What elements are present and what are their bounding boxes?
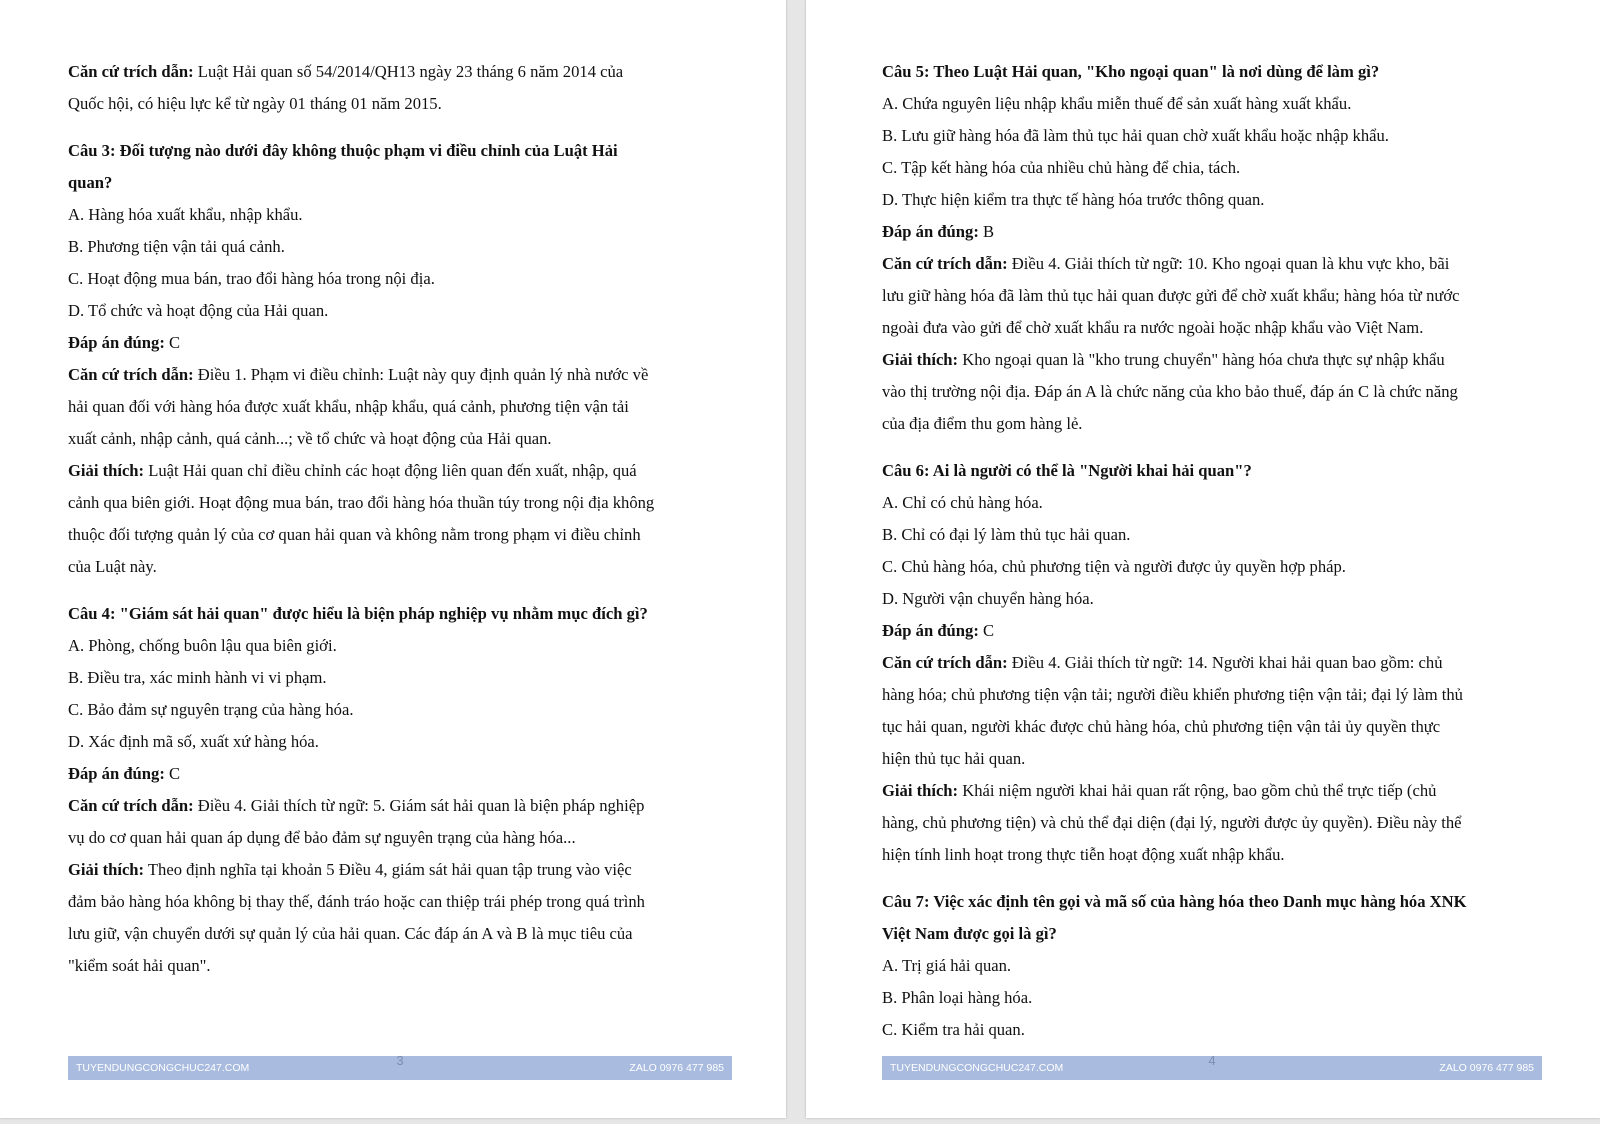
question-6-option-c: C. Chủ hàng hóa, chủ phương tiện và người được ủy quyền hợp pháp. (882, 557, 1346, 576)
question-3-basis-line: hải quan đối với hàng hóa được xuất khẩu, nhập khẩu, quá cảnh, phương tiện vận tải (68, 397, 629, 416)
answer-value: B (978, 222, 995, 241)
question-5-explanation-line: của địa điểm thu gom hàng lẻ. (882, 414, 1083, 433)
question-5-explanation (882, 344, 1587, 376)
question-4-explanation-line: "kiểm soát hải quan". (68, 956, 211, 975)
question-6-basis-line: hiện thủ tục hải quan. (882, 749, 1026, 768)
question-6-basis-line: hàng hóa; chủ phương tiện vận tải; người điều khiển phương tiện vận tải; đại lý làm thủ (882, 685, 1463, 704)
explanation-label: Giải thích: (882, 350, 959, 369)
question-6-explanation-line: hiện tính linh hoạt trong thực tiễn hoạt động xuất nhập khẩu. (882, 845, 1285, 864)
basis-text: Điều 4. Giải thích từ ngữ: 5. Giám sát hải quan là biện pháp nghiệp (193, 796, 645, 815)
basis-text: Điều 1. Phạm vi điều chỉnh: Luật này quy định quản lý nhà nước về (193, 365, 649, 384)
basis-text: Điều 4. Giải thích từ ngữ: 10. Kho ngoại quan là khu vực kho, bãi (1007, 254, 1450, 273)
question-3-answer (68, 327, 728, 359)
basis-text: Điều 4. Giải thích từ ngữ: 14. Người khai hải quan bao gồm: chủ (1007, 653, 1443, 672)
question-6-basis (882, 647, 1587, 679)
footer-site: TUYENDUNGCONGCHUC247.COM (76, 1062, 250, 1074)
page-number: 4 (1208, 1053, 1216, 1068)
question-6-answer (882, 615, 1587, 647)
explanation-text: Luật Hải quan chỉ điều chỉnh các hoạt động liên quan đến xuất, nhập, quá (144, 461, 637, 480)
page-content (882, 56, 1587, 1046)
question-4-option-a: A. Phòng, chống buôn lậu qua biên giới. (68, 636, 337, 655)
question-4-explanation-line: lưu giữ, vận chuyển dưới sự quản lý của hải quan. Các đáp án A và B là mục tiêu của (68, 924, 633, 943)
question-6-title: Câu 6: Ai là người có thể là "Người khai hải quan"? (882, 461, 1252, 480)
question-5-explanation-line: vào thị trường nội địa. Đáp án A là chức năng của kho bảo thuế, đáp án C là chức năng (882, 382, 1458, 401)
footer-zalo: ZALO 0976 477 985 (629, 1062, 724, 1074)
basis-label: Căn cứ trích dẫn: (68, 365, 194, 384)
question-6-option-d: D. Người vận chuyển hàng hóa. (882, 589, 1094, 608)
question-3-basis-line: xuất cảnh, nhập cảnh, quá cảnh...; về tổ chức và hoạt động của Hải quan. (68, 429, 552, 448)
page-content (68, 56, 728, 982)
question-3-explanation-line: của Luật này. (68, 557, 157, 576)
question-3-explanation-line: thuộc đối tượng quản lý của cơ quan hải quan và không nằm trong phạm vi điều chỉnh (68, 525, 641, 544)
page-footer (68, 1053, 732, 1080)
answer-label: Đáp án đúng: (68, 333, 165, 352)
question-7-option-b: B. Phân loại hàng hóa. (882, 988, 1033, 1007)
page-footer (882, 1053, 1542, 1080)
question-3-option-d: D. Tổ chức và hoạt động của Hải quan. (68, 301, 329, 320)
question-3-option-a: A. Hàng hóa xuất khẩu, nhập khẩu. (68, 205, 303, 224)
footer-site: TUYENDUNGCONGCHUC247.COM (890, 1062, 1064, 1074)
intro-basis-line: Quốc hội, có hiệu lực kể từ ngày 01 tháng 01 năm 2015. (68, 94, 442, 113)
question-3-explanation (68, 455, 728, 487)
question-4-option-d: D. Xác định mã số, xuất xứ hàng hóa. (68, 732, 319, 751)
basis-label: Căn cứ trích dẫn: (882, 653, 1008, 672)
intro-basis-label: Căn cứ trích dẫn: (68, 62, 194, 81)
question-4-title: Câu 4: "Giám sát hải quan" được hiểu là biện pháp nghiệp vụ nhằm mục đích gì? (68, 604, 648, 623)
question-4-explanation (68, 854, 728, 886)
question-3-explanation-line: cảnh qua biên giới. Hoạt động mua bán, trao đổi hàng hóa thuần túy trong nội địa không (68, 493, 655, 512)
question-5-answer (882, 216, 1587, 248)
question-3-title-cont: quan? (68, 173, 113, 192)
answer-value: C (164, 764, 181, 783)
intro-basis-text: Luật Hải quan số 54/2014/QH13 ngày 23 tháng 6 năm 2014 của (193, 62, 624, 81)
question-4-basis-line: vụ do cơ quan hải quan áp dụng để bảo đảm sự nguyên trạng của hàng hóa... (68, 828, 576, 847)
answer-value: C (164, 333, 181, 352)
explanation-text: Theo định nghĩa tại khoản 5 Điều 4, giám sát hải quan tập trung vào việc (144, 860, 632, 879)
question-5-option-b: B. Lưu giữ hàng hóa đã làm thủ tục hải quan chờ xuất khẩu hoặc nhập khẩu. (882, 126, 1389, 145)
question-4-option-b: B. Điều tra, xác minh hành vi vi phạm. (68, 668, 327, 687)
intro-basis (68, 56, 728, 88)
document-page-4 (806, 0, 1600, 1118)
question-7-option-c: C. Kiểm tra hải quan. (882, 1020, 1025, 1039)
question-5-option-d: D. Thực hiện kiểm tra thực tế hàng hóa trước thông quan. (882, 190, 1265, 209)
question-6-explanation (882, 775, 1587, 807)
explanation-label: Giải thích: (68, 461, 145, 480)
question-5-basis-line: ngoài đưa vào gửi để chờ xuất khẩu ra nước ngoài hoặc nhập khẩu vào Việt Nam. (882, 318, 1424, 337)
question-7-title-cont: Việt Nam được gọi là gì? (882, 924, 1057, 943)
document-page-3 (0, 0, 786, 1118)
answer-label: Đáp án đúng: (882, 222, 979, 241)
question-5-basis-line: lưu giữ hàng hóa đã làm thủ tục hải quan được gửi để chờ xuất khẩu; hàng hóa từ nước (882, 286, 1460, 305)
explanation-label: Giải thích: (68, 860, 145, 879)
answer-value: C (978, 621, 995, 640)
question-3-title: Câu 3: Đối tượng nào dưới đây không thuộc phạm vi điều chỉnh của Luật Hải (68, 141, 618, 160)
question-7-option-a: A. Trị giá hải quan. (882, 956, 1012, 975)
question-7-title: Câu 7: Việc xác định tên gọi và mã số của hàng hóa theo Danh mục hàng hóa XNK (882, 892, 1467, 911)
question-3-option-b: B. Phương tiện vận tải quá cảnh. (68, 237, 285, 256)
question-5-option-a: A. Chứa nguyên liệu nhập khẩu miễn thuế để sản xuất hàng xuất khẩu. (882, 94, 1352, 113)
answer-label: Đáp án đúng: (68, 764, 165, 783)
basis-label: Căn cứ trích dẫn: (68, 796, 194, 815)
explanation-label: Giải thích: (882, 781, 959, 800)
question-5-title: Câu 5: Theo Luật Hải quan, "Kho ngoại quan" là nơi dùng để làm gì? (882, 62, 1380, 81)
question-6-option-b: B. Chỉ có đại lý làm thủ tục hải quan. (882, 525, 1131, 544)
question-4-explanation-line: đảm bảo hàng hóa không bị thay thế, đánh tráo hoặc can thiệp trái phép trong quá trình (68, 892, 645, 911)
question-4-answer (68, 758, 728, 790)
question-5-option-c: C. Tập kết hàng hóa của nhiều chủ hàng để chia, tách. (882, 158, 1241, 177)
explanation-text: Kho ngoại quan là "kho trung chuyển" hàng hóa chưa thực sự nhập khẩu (958, 350, 1445, 369)
explanation-text: Khái niệm người khai hải quan rất rộng, bao gồm chủ thể trực tiếp (chủ (958, 781, 1437, 800)
question-3-basis (68, 359, 728, 391)
basis-label: Căn cứ trích dẫn: (882, 254, 1008, 273)
question-4-basis (68, 790, 728, 822)
question-6-basis-line: tục hải quan, người khác được chủ hàng hóa, chủ phương tiện vận tải ủy quyền thực (882, 717, 1441, 736)
question-4-option-c: C. Bảo đảm sự nguyên trạng của hàng hóa. (68, 700, 354, 719)
question-5-basis (882, 248, 1587, 280)
answer-label: Đáp án đúng: (882, 621, 979, 640)
footer-zalo: ZALO 0976 477 985 (1439, 1062, 1534, 1074)
question-3-option-c: C. Hoạt động mua bán, trao đổi hàng hóa trong nội địa. (68, 269, 435, 288)
page-number: 3 (396, 1053, 404, 1068)
question-6-explanation-line: hàng, chủ phương tiện) và chủ thể đại diện (đại lý, người được ủy quyền). Điều này thể (882, 813, 1462, 832)
question-6-option-a: A. Chỉ có chủ hàng hóa. (882, 493, 1043, 512)
